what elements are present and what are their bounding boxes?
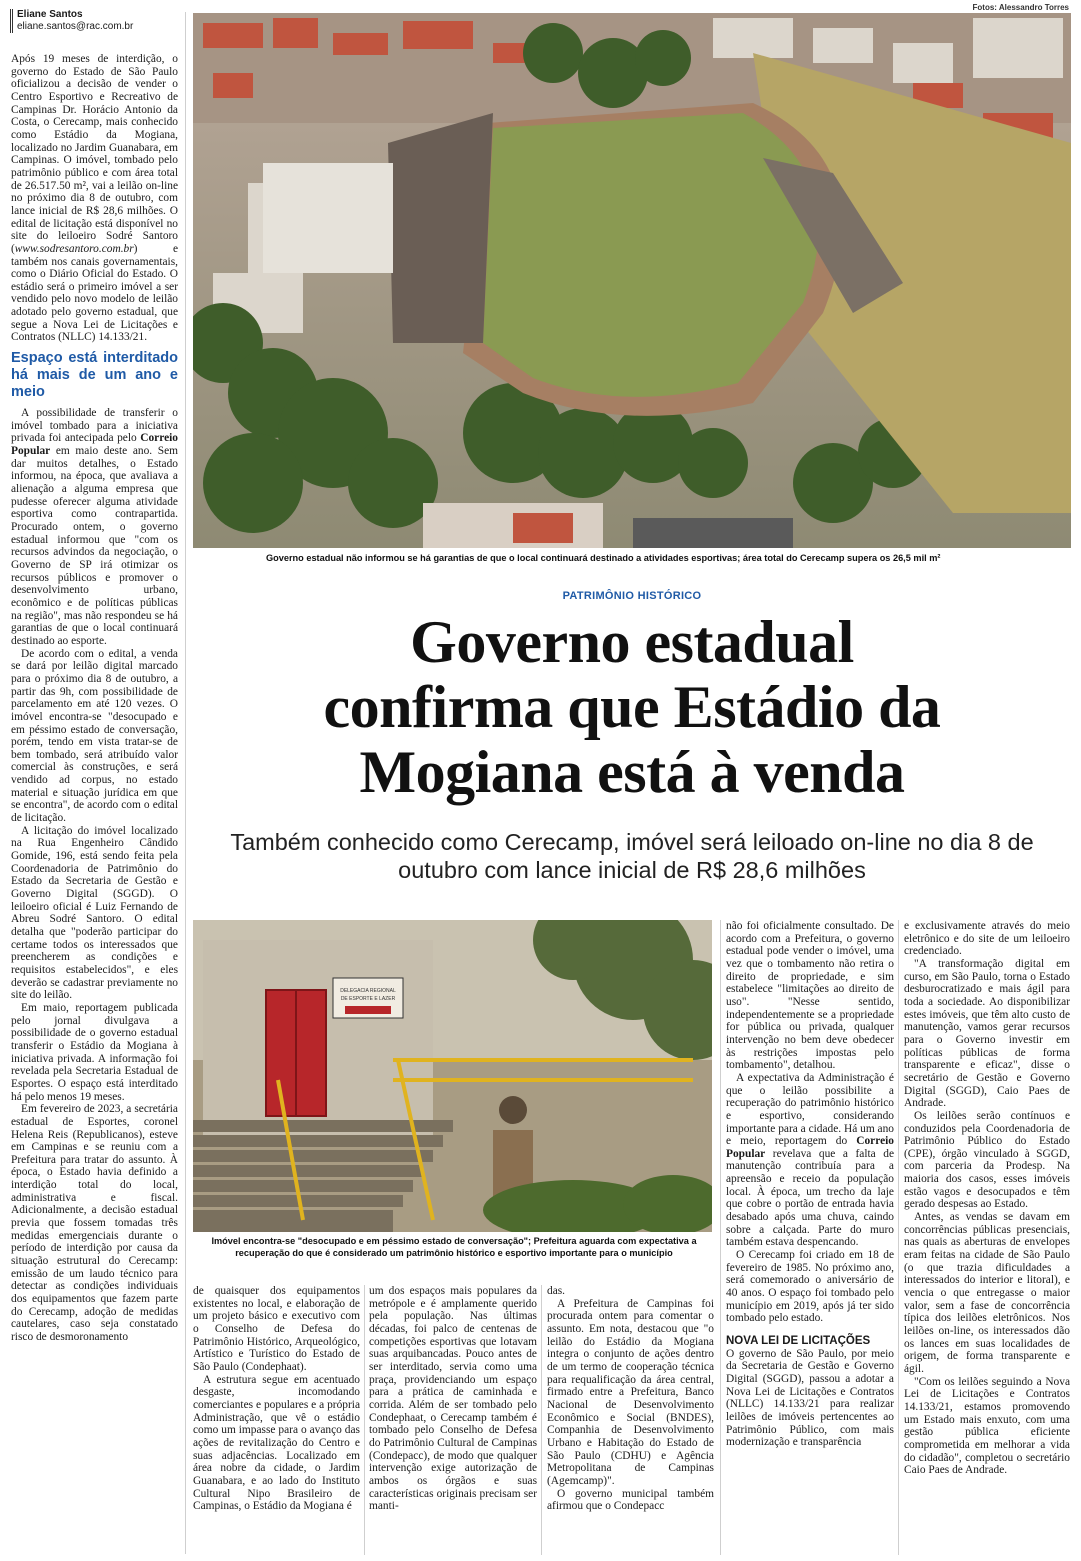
subheading: Espaço está interditado há mais de um ano e meio — [11, 350, 178, 401]
column-divider — [541, 1285, 542, 1555]
paragraph: de quaisquer dos equipamentos existentes no local, e elaboração de um projeto básico e executivo com o Conselho de Defesa do Patrimônio Histórico, Arqueológico, Artístico e Turístico do Estado de São Paulo (Condephaat). — [193, 1285, 360, 1373]
column-divider — [185, 12, 186, 1554]
paragraph: "Com os leilões seguindo a Nova Lei de Licitações e Contratos 14.133/21, estamos promovendo um Estado mais enxuto, com uma gestão pública eficiente comprometida em melhorar a vida do cidadão", completou o secretário Caio Paes de Andrade. — [904, 1375, 1070, 1477]
deck-line-1: Também conhecido como Cerecamp, imóvel será leiloado on-line no dia 8 de — [230, 829, 1034, 855]
article-column-1 — [11, 53, 178, 1344]
deck — [193, 828, 1071, 884]
paragraph: um dos espaços mais populares da metrópole e é amplamente querido pela população. Nas últimas décadas, foi palco de centenas de competições esportivas que lotavam suas arquibancadas. Pouco antes de ser interditado, servia como uma praça, providenciando um espaço para a prática de caminhada e corrida. Além de ser tombado pelo Condephaat, o Cerecamp também é tombado pelo Conselho de Defesa do Patrimônio Cultural de Campinas (Condepacc), de modo que qualquer intervenção exige autorização de ambos os órgãos e suas características originais precisam ser manti- — [369, 1285, 537, 1513]
paragraph: A possibilidade de transferir o imóvel tombado para a iniciativa privada foi antecipada pelo Correio Popular em maio deste ano. Sem dar muitos detalhes, o Estado informou, na época, que avaliava a alienação a alguma empresa que pudesse oferecer alguma atividade esportiva como contrapartida. Procurado ontem, o governo estadual informou que "com os recursos advindos da negociação, o Governo de SP irá otimizar os recursos públicos e promover o desenvolvimento urbano, econômico e de políticas públicas na região", mas não respondeu se há garantias de que o local continuará destinado ao esporte. — [11, 407, 178, 647]
paragraph: A licitação do imóvel localizado na Rua Engenheiro Cândido Gomide, 196, está sendo feita pela Coordenadoria de Patrimônio do Estado da Secretaria de Gestão e Governo Digital (SGGD). O leiloeiro oficial é Luiz Fernando de Abreu Sodré Santoro. O edital detalha que "poderão participar do certame todos os interessados que preencherem as condições e requisitos estabelecidos", e eles deverão se cadastrar previamente no site do leilão. — [11, 824, 178, 1002]
sign-text-2: DE ESPORTE E LAZER — [340, 996, 396, 1002]
gate-photo-illustration — [193, 920, 712, 1232]
paragraph: A expectativa da Administração é que o leilão possibilite a recuperação do patrimônio histórico e esportivo, considerando importante para a cidade. Há um ano e meio, reportagem do Correio Popular revelava que a falta de manutenção contribuía para a apreensão e receio da população local. À época, um trecho da laje que cobre o portão de entrada havia desabado após uma chuva, caindo sobre a calçada. Parte do muro também estava despencando. — [726, 1071, 894, 1249]
byline — [10, 9, 180, 33]
paragraph: "A transformação digital em curso, em São Paulo, torna o Estado desburocratizado e mais ágil para toda a sociedade. Ao disponibilizar estes imóveis, que têm alto custo de manutenção, vamos gerar recursos para o Governo investir em políticas públicas de forma transparente e eficaz", disse o secretário de Gestão e Governo Digital (SGGD), Caio Paes de Andrade. — [904, 957, 1070, 1110]
paragraph: De acordo com o edital, a venda se dará por leilão digital marcado para o próximo dia 8 de outubro, a partir das 9h, com possibilidade de parcelamento em até 120 vezes. O imóvel encontra-se "desocupado e em péssimo estado de conversação, porém, tendo em vista tratar-se de bem tombado, será atribuído valor comercial às construções, e será vendido ad corpus, no estado material e situação jurídica em que se encontra", de acordo com o edital de licitação. — [11, 647, 178, 825]
stadium-gate-photo — [193, 920, 712, 1232]
author-name: Eliane Santos — [17, 9, 83, 20]
article-column-6 — [904, 920, 1070, 1477]
headline-line-1: Governo estadual — [410, 609, 854, 675]
sign-text-1: DELEGACIA REGIONAL — [340, 988, 396, 994]
headline-line-2: confirma que Estádio da — [323, 674, 941, 740]
bottom-photo-caption: Imóvel encontra-se "desocupado e em péssimo estado de conversação"; Prefeitura aguarda com expectativa a recuperação do que é considerado um patrimônio histórico e esportivo importante para o município — [211, 1236, 697, 1258]
paragraph: Em maio, reportagem publicada pelo jornal divulgava a possibilidade de o governo estadual transferir o Estádio da Mogiana à iniciativa privada. A informação foi revelada pela Secretaria Estadual de Esportes. O espaço está interditado há pelo menos 19 meses. — [11, 1001, 178, 1103]
paragraph: O governo de São Paulo, por meio da Secretaria de Gestão e Governo Digital (SGGD), passou a adotar a Nova Lei de Licitações e Contratos (NLLC) 14.133/21 para realizar leilões de imóveis pertencentes ao Patrimônio Público, com mais modernização e transparência — [726, 1347, 894, 1449]
author-email: eliane.santos@rac.com.br — [17, 21, 134, 32]
paragraph: não foi oficialmente consultado. De acordo com a Prefeitura, o governo estadual pode vender o imóvel, uma vez que o tombamento não retira o direito de propriedade, e sim estabelece "limitações ao direito de uso". "Nesse sentido, independentemente se a propriedade for pública ou privada, qualquer intervenção no bem deve obedecer às restrições impostas pelo tombamento", detalhou. — [726, 920, 894, 1072]
aerial-photo-illustration — [193, 13, 1071, 548]
paragraph: das. — [547, 1285, 566, 1297]
paragraph: Os leilões serão contínuos e conduzidos pela Coordenadoria de Patrimônio Público do Estado (CPE), órgão vinculado à SGGD, com parceria da Prodesp. Na maioria dos casos, esses imóveis estão vagos e desocupados e têm gerado despesas ao Estado. — [904, 1109, 1070, 1211]
column-divider — [898, 920, 899, 1555]
article-column-3 — [369, 1285, 537, 1513]
paragraph: A Prefeitura de Campinas foi procurada ontem para comentar o assunto. Em nota, destacou que "o leilão do Estádio da Mogiana integra o conjunto de ações dentro de um termo de cooperação técnica para requalificação da área central, firmado entre a Prefeitura, Banco Nacional de Desenvolvimento Econômico e Social (BNDES), Companhia de Desenvolvimento Urbano e Habitação do Estado de São Paulo (CDHU) e Agência Metropolitana de Campinas (Agemcamp)". — [547, 1297, 714, 1487]
headline-line-3: Mogiana está à venda — [359, 739, 905, 805]
paragraph: A estrutura segue em acentuado desgaste, incomodando comerciantes e populares e a própria Administração, que vê o estádio como um impasse para o avanço das ações de revitalização do Centro e suas adjacências. Localizado em área nobre da cidade, o Jardim Guanabara, e ao lado do Instituto Cultural Nipo Brasileiro de Campinas, o Estádio da Mogiana é — [193, 1373, 360, 1513]
headline — [193, 610, 1071, 805]
article-column-5 — [726, 920, 894, 1449]
section-subheading: NOVA LEI DE LICITAÇÕES — [726, 1335, 871, 1347]
column-divider — [720, 920, 721, 1555]
paragraph: O Cerecamp foi criado em 18 de fevereiro de 1985. No próximo ano, será comemorado o aniversário de 40 anos. O espaço foi tombado pelo município em 2019, após já ter sido tombado pelo estado. — [726, 1249, 894, 1325]
section-kicker: PATRIMÔNIO HISTÓRICO — [562, 590, 702, 602]
paragraph: Após 19 meses de interdição, o governo do Estado de São Paulo oficializou a decisão de vender o Centro Esportivo e Recreativo de Campinas Dr. Horácio Antonio da Costa, o Cerecamp, mais conhecido como Estádio da Mogiana, localizado no Jardim Guanabara, em Campinas. O imóvel, tombado pelo patrimônio público e com área total de 26.517.50 m², vai a leilão on-line no próximo dia 8 de outubro, com lance inicial de R$ 28,6 milhões. O edital de licitação está disponível no site do leiloeiro Sodré Santoro (www.sodresantoro.com.br) e também nos canais governamentais, como o Diário Oficial do Estado. O estádio será o primeiro imóvel a ser vendido pelo novo modelo de leilão adotado pelo governo estadual, que segue a Nova Lei de Licitações e Contratos (NLLC) 14.133/21. — [11, 53, 178, 344]
top-photo-caption: Governo estadual não informou se há garantias de que o local continuará destinado a atividades esportivas; área total do Cerecamp supera os 26,5 mil m² — [266, 553, 941, 563]
article-column-4 — [547, 1285, 714, 1513]
link-text: www.sodresantoro.com.br — [14, 242, 134, 255]
article-column-2 — [193, 1285, 360, 1513]
paragraph: Em fevereiro de 2023, a secretária estadual de Esportes, coronel Helena Reis (Republicanos), esteve em Campinas e se reuniu com a Prefeitura para tratar do assunto. À época, o Estado havia definido a interdição total do local, administrativa e fiscal. Adicionalmente, a decisão estadual previa que fossem tomadas três medidas emergenciais durante o período de interdição por causa da situação estrutural do Cerecamp: emissão de um laudo técnico para detectar as condições individuais dos equipamentos que fazem parte do Cerecamp, adoção de medidas cautelares, caso seja constatado risco de desmoronamento — [11, 1103, 178, 1343]
stadium-aerial-photo — [193, 13, 1071, 548]
photo-credit: Fotos: Alessandro Torres — [972, 3, 1069, 12]
paragraph: O governo municipal também afirmou que o Condepacc — [547, 1487, 714, 1513]
deck-line-2: outubro com lance inicial de R$ 28,6 milhões — [398, 857, 866, 883]
paragraph: Antes, as vendas se davam em concorrências públicas presenciais, nas quais as aberturas de envelopes eram feitas na cidade de São Paulo (o que trazia dificuldades a interessados do interior e litoral), e vencia o que entregasse o maior valor, sem a fase de concorrência típica dos leilões eletrônicos. Nos leilões on-line, os interessados dão os lances em suas localidades de origem, de forma transparente e ágil. — [904, 1211, 1070, 1375]
column-divider — [364, 1285, 365, 1555]
paragraph: e exclusivamente através do meio eletrônico e do site de um leiloeiro credenciado. — [904, 920, 1070, 958]
